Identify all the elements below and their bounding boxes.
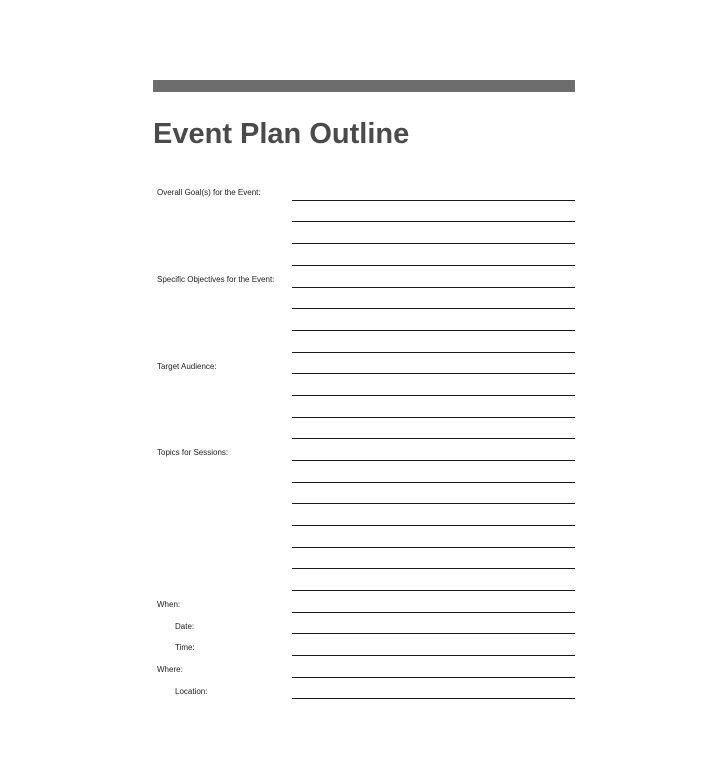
topics-line[interactable] (292, 482, 575, 483)
goals-line[interactable] (292, 243, 575, 244)
time-line[interactable] (292, 655, 575, 656)
date-label: Date: (175, 622, 195, 631)
objectives-line[interactable] (292, 287, 575, 288)
when-label: When: (157, 600, 181, 609)
topics-line[interactable] (292, 503, 575, 504)
when-line[interactable] (292, 612, 575, 613)
audience-line[interactable] (292, 373, 575, 374)
audience-label: Target Audience: (157, 362, 217, 371)
topics-line[interactable] (292, 568, 575, 569)
audience-line[interactable] (292, 438, 575, 439)
topics-line[interactable] (292, 525, 575, 526)
where-label: Where: (157, 665, 183, 674)
date-line[interactable] (292, 633, 575, 634)
objectives-line[interactable] (292, 330, 575, 331)
goals-line[interactable] (292, 265, 575, 266)
goals-line[interactable] (292, 200, 575, 201)
location-label: Location: (175, 687, 208, 696)
topics-line[interactable] (292, 460, 575, 461)
location-line[interactable] (292, 698, 575, 699)
goals-label: Overall Goal(s) for the Event: (157, 188, 261, 197)
goals-line[interactable] (292, 221, 575, 222)
audience-line[interactable] (292, 417, 575, 418)
writing-lines (292, 0, 575, 777)
where-line[interactable] (292, 677, 575, 678)
objectives-line[interactable] (292, 308, 575, 309)
page-title: Event Plan Outline (153, 118, 410, 150)
topics-label: Topics for Sessions: (157, 448, 229, 457)
objectives-line[interactable] (292, 352, 575, 353)
topics-line[interactable] (292, 547, 575, 548)
objectives-label: Specific Objectives for the Event: (157, 275, 275, 284)
time-label: Time: (175, 643, 195, 652)
topics-line[interactable] (292, 590, 575, 591)
audience-line[interactable] (292, 395, 575, 396)
